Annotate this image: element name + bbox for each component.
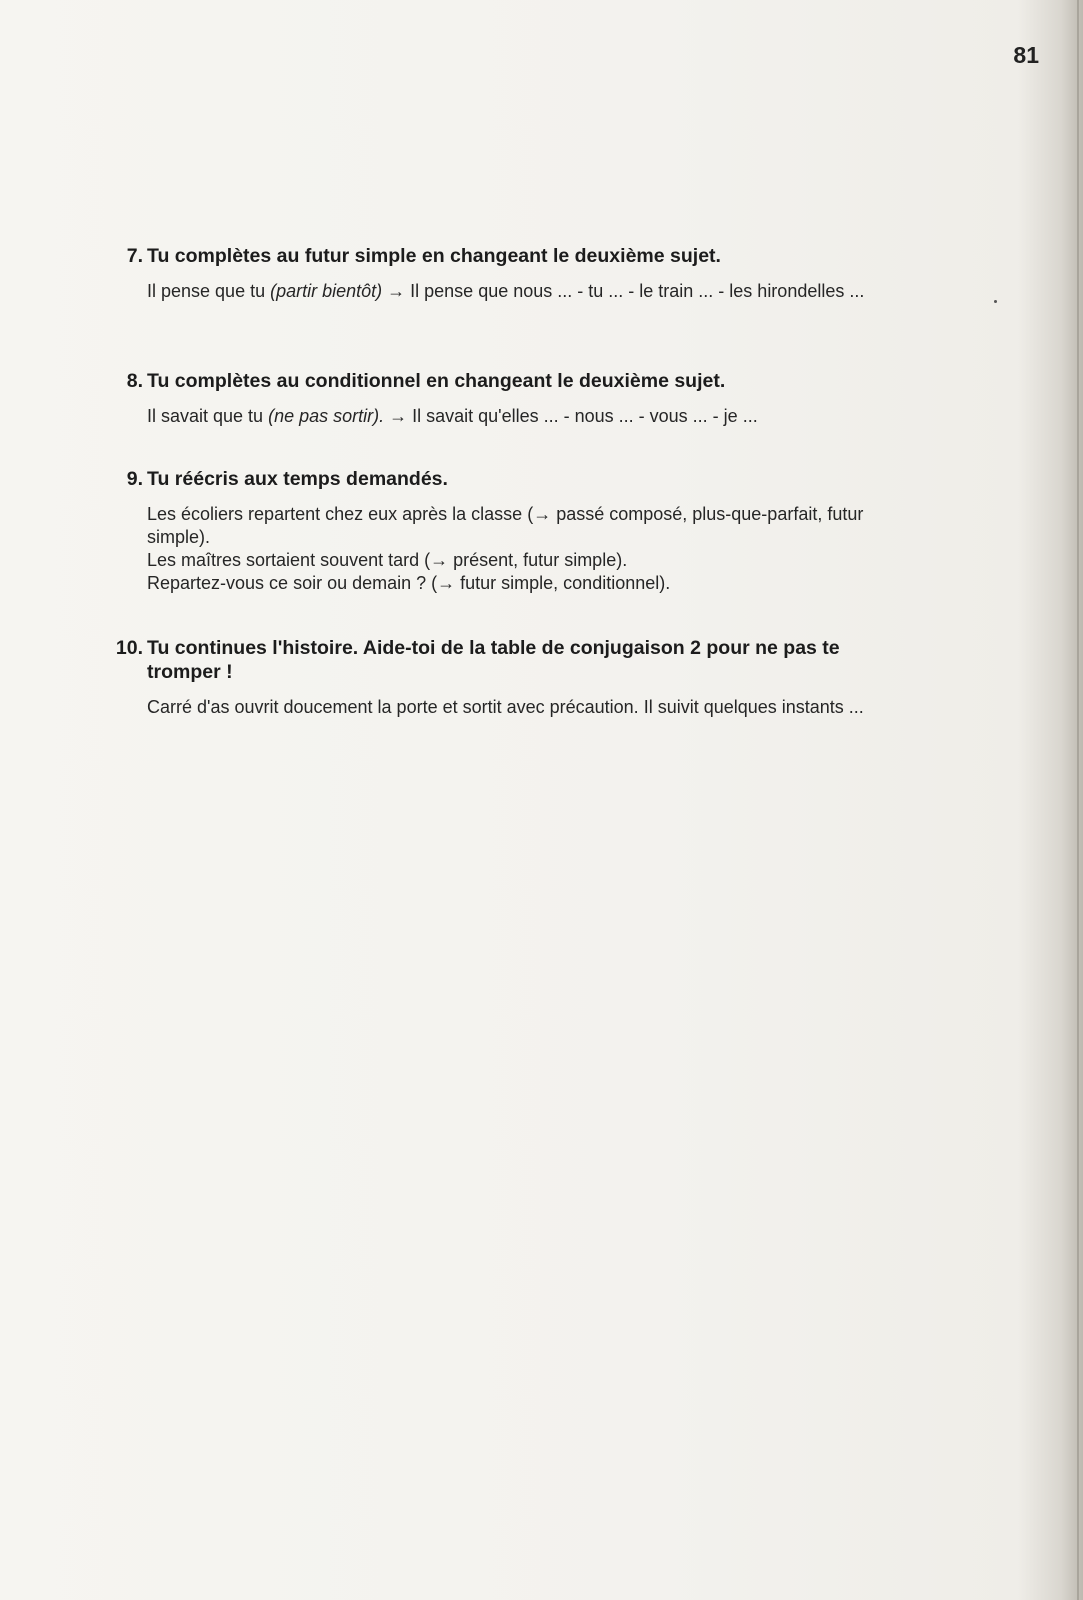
line-italic: (partir bientôt)	[270, 281, 383, 301]
exercise-body	[147, 696, 904, 719]
exercise-line: Les maîtres sortaient souvent tard (→ présent, futur simple).	[147, 550, 628, 570]
exercise-number: 8.	[126, 370, 143, 392]
exercise-line: Repartez-vous ce soir ou demain ? (→ futur simple, conditionnel).	[147, 573, 671, 593]
exercise-heading	[98, 636, 904, 684]
exercise-number: 7.	[126, 245, 143, 267]
exercise-number: 10.	[115, 637, 143, 659]
exercise-line: Carré d'as ouvrit doucement la porte et sortit avec précaution. Il suivit quelques instants ...	[147, 697, 864, 717]
exercise-title: Tu complètes au futur simple en changeant le deuxième sujet.	[147, 245, 721, 267]
exercise-10	[98, 636, 904, 719]
ink-dot	[994, 300, 997, 303]
exercise-title: Tu continues l'histoire. Aide-toi de la table de conjugaison 2 pour ne pas te tromper !	[147, 637, 840, 683]
exercise-line: Les écoliers repartent chez eux après la classe (→ passé composé, plus-que-parfait, futur simple).	[147, 504, 864, 547]
exercise-9	[98, 467, 904, 595]
page-number: 81	[1013, 42, 1039, 68]
exercise-heading	[98, 467, 904, 491]
exercise-8	[98, 369, 904, 428]
exercise-number: 9.	[126, 468, 143, 490]
exercise-heading	[98, 369, 904, 393]
exercise-title: Tu réécris aux temps demandés.	[147, 468, 448, 490]
line-text-after: → Il pense que nous ... - tu ... - le train ... - les hirondelles ...	[382, 281, 865, 301]
exercise-body	[147, 280, 904, 303]
exercise-7	[98, 244, 904, 303]
exercise-line	[147, 405, 904, 428]
line-text: Il savait que tu	[147, 406, 269, 426]
exercise-body	[147, 503, 904, 595]
exercise-body	[147, 405, 904, 428]
exercise-line	[147, 280, 904, 303]
exercise-heading	[98, 244, 904, 268]
line-text: Il pense que tu	[147, 281, 271, 301]
line-italic: (ne pas sortir).	[268, 406, 385, 426]
exercise-title: Tu complètes au conditionnel en changeant le deuxième sujet.	[147, 370, 726, 392]
page-edge	[1077, 0, 1079, 1600]
line-text-after: → Il savait qu'elles ... - nous ... - vous ... - je ...	[384, 406, 758, 426]
